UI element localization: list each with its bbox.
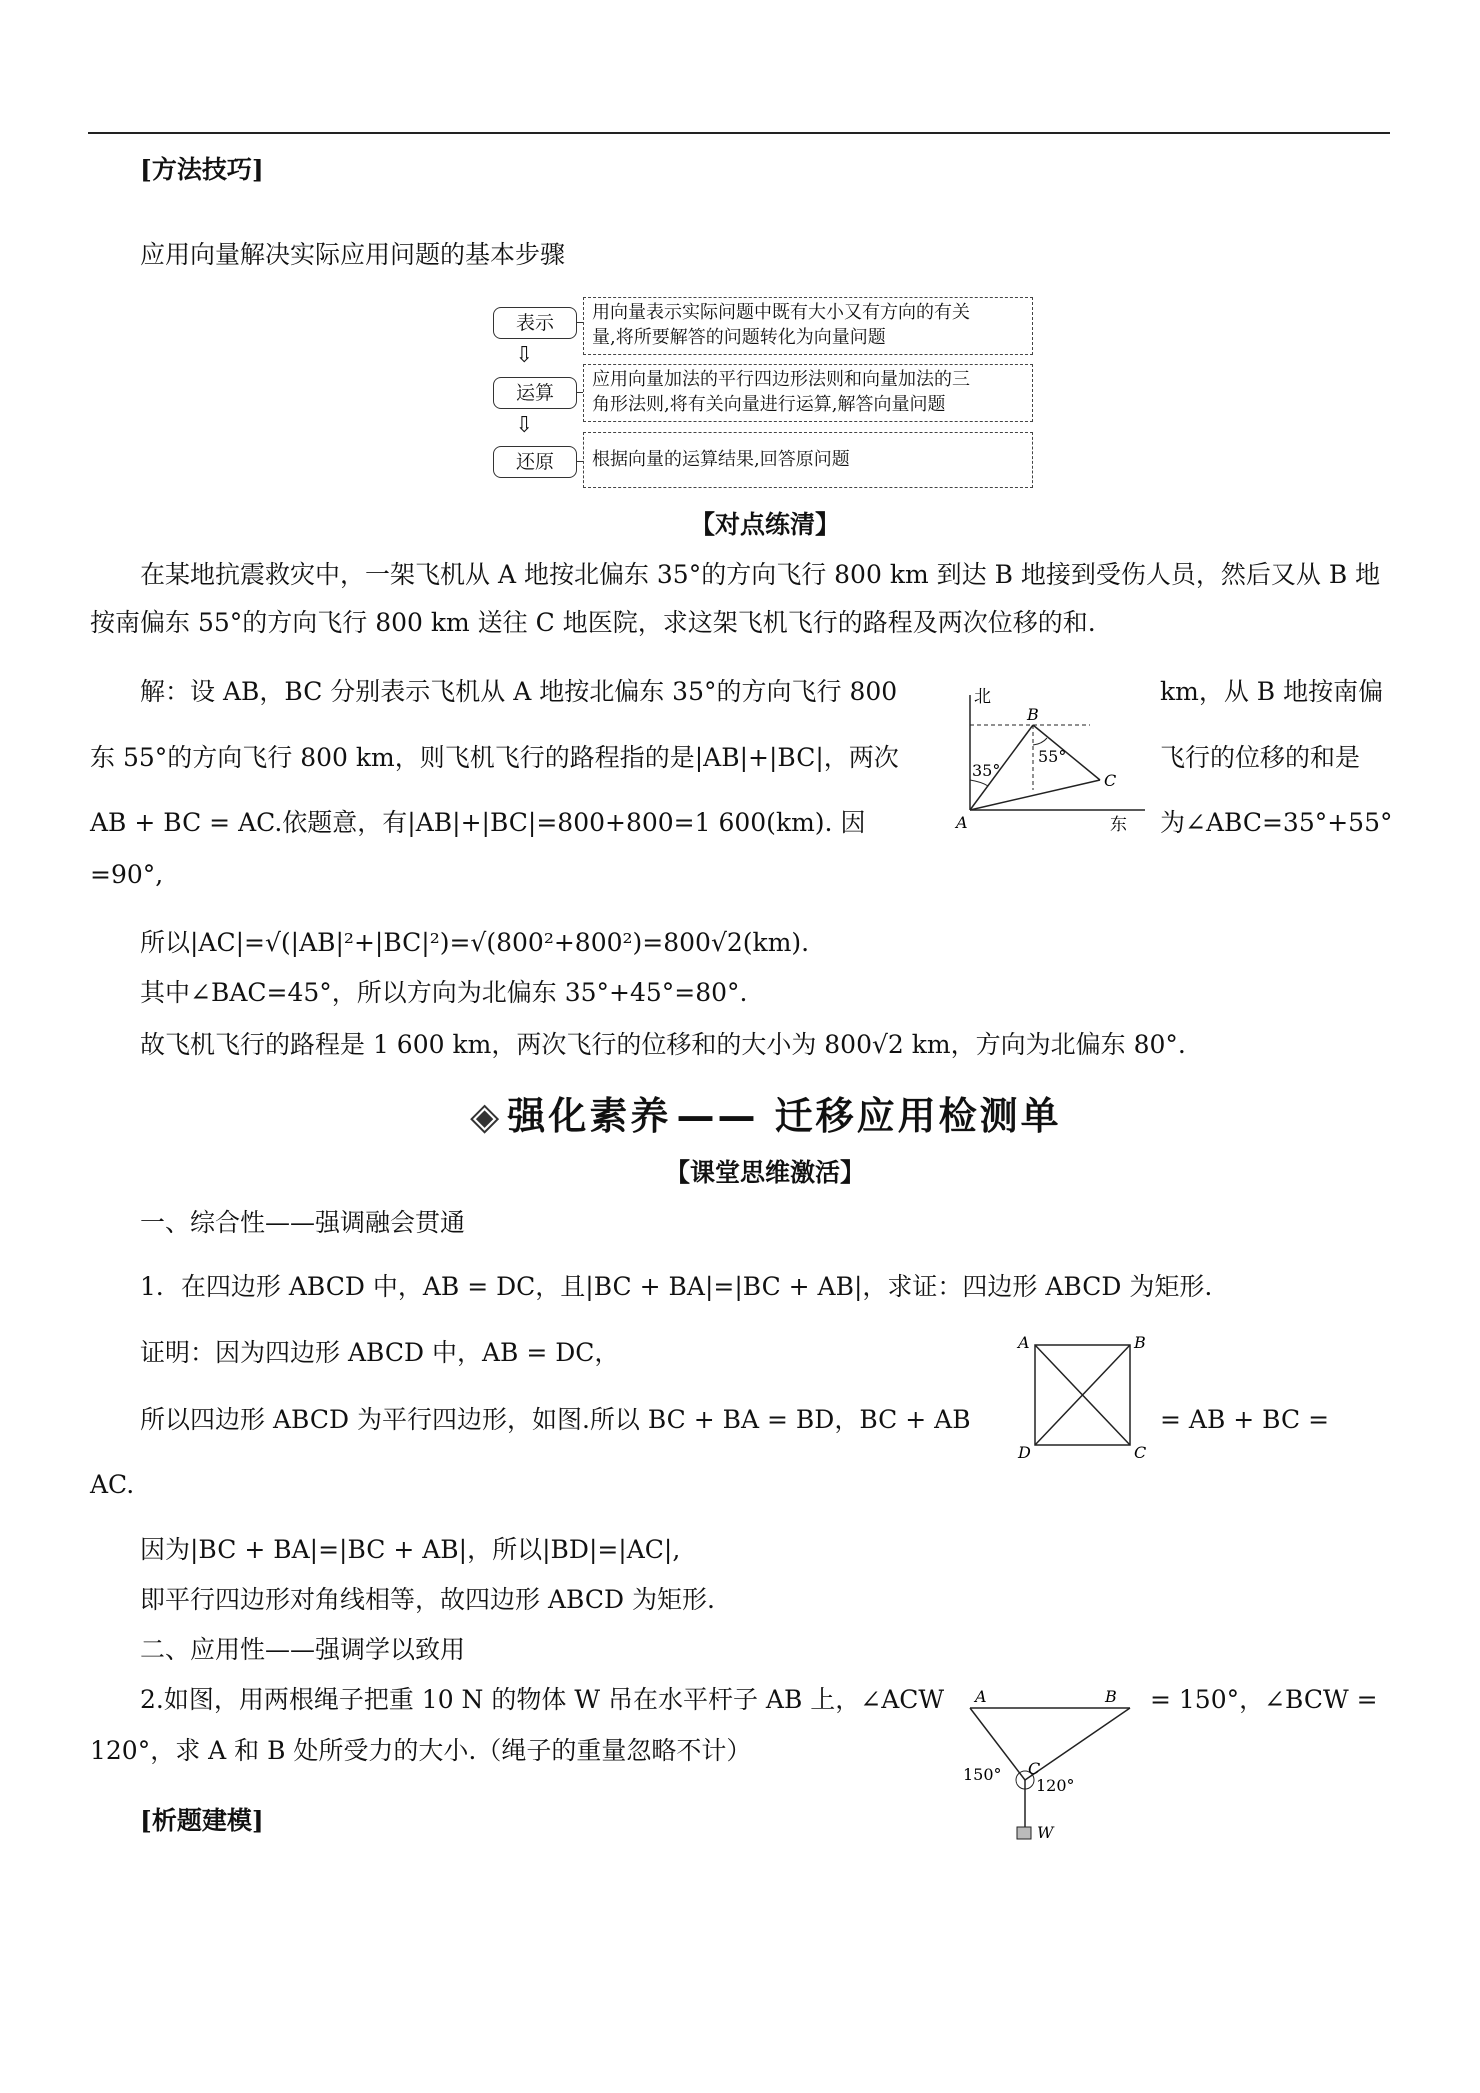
- down-arrow-icon: ⇩: [515, 343, 534, 368]
- step-desc-compute: [583, 364, 1033, 422]
- desc-line: 用向量表示实际问题中既有大小又有方向的有关: [592, 302, 970, 323]
- problem1-proof-line4: 因为|BC + BA|=|BC + AB|，所以|BD|=|AC|,: [140, 1535, 681, 1564]
- top-rule: [88, 132, 1390, 134]
- problem1-proof-line5: 即平行四边形对角线相等，故四边形 ABCD 为矩形.: [140, 1585, 715, 1614]
- problem1-proof-line2: 所以四边形 ABCD 为平行四边形，如图.所以 BC + BA = BD，BC + AB: [140, 1405, 971, 1434]
- solution-line2-tail: 飞行的位移的和是: [1160, 743, 1361, 772]
- part1-heading: 一、综合性——强调融会贯通: [140, 1208, 466, 1237]
- point-a-label: A: [1018, 1333, 1030, 1352]
- solution-line1: 解：设 AB，BC 分别表示飞机从 A 地按北偏东 35°的方向飞行 800: [140, 677, 898, 706]
- desc-line: 量,将所要解答的问题转化为向量问题: [592, 327, 886, 348]
- solution-line3-tail: 为∠ABC=35°+55°: [1160, 808, 1393, 837]
- step-desc-represent: [583, 297, 1033, 355]
- practice-heading: 【对点练清】: [689, 510, 840, 539]
- problem1-proof-line3: AC.: [90, 1470, 135, 1499]
- weight-block: [1017, 1827, 1031, 1839]
- desc-line: 根据向量的运算结果,回答原问题: [592, 449, 850, 470]
- solution-line4: =90°,: [90, 860, 164, 889]
- problem2-line2: 120°，求 A 和 B 处所受力的大小.（绳子的重量忽略不计）: [90, 1736, 752, 1765]
- point-c-label: C: [1028, 1759, 1041, 1778]
- problem2-line1-tail: = 150°，∠BCW =: [1150, 1685, 1378, 1714]
- point-w-label: W: [1037, 1823, 1054, 1840]
- point-b-label: B: [1027, 705, 1039, 724]
- solution-line1-tail: km，从 B 地按南偏: [1160, 677, 1384, 706]
- rope-bc: [1025, 1708, 1130, 1780]
- angle-150-label: 150°: [963, 1765, 1002, 1784]
- rectangle-diagram: [1010, 1330, 1160, 1460]
- problem2-line1: 2.如图，用两根绳子把重 10 N 的物体 W 吊在水平杆子 AB 上，∠ACW: [140, 1685, 945, 1714]
- problem1-question: 1．在四边形 ABCD 中，AB = DC，且|BC + BA|=|BC + AB|，求证：四边形 ABCD 为矩形.: [140, 1272, 1213, 1301]
- point-a-label: A: [975, 1687, 987, 1706]
- east-label: 东: [1110, 815, 1127, 835]
- section-title-bold: 强化素养: [507, 1094, 672, 1138]
- method-heading: [方法技巧]: [140, 155, 264, 184]
- point-c-label: C: [1134, 1443, 1147, 1460]
- step-label-restore: 还原: [493, 446, 577, 478]
- section-banner: [470, 1085, 1062, 1140]
- problem1-proof-line1: 证明：因为四边形 ABCD 中，AB = DC，: [140, 1338, 620, 1367]
- step-label-compute: 运算: [493, 377, 577, 409]
- section-title-light: —— 迁移应用检测单: [676, 1094, 1062, 1138]
- part2-heading: 二、应用性——强调学以致用: [140, 1635, 466, 1664]
- step-label-represent: 表示: [493, 307, 577, 339]
- angle-arc: [970, 780, 988, 786]
- point-c-label: C: [1104, 771, 1117, 790]
- practice-question-line2: 按南偏东 55°的方向飞行 800 km 送往 C 地医院，求这架飞机飞行的路程及两次位移的和.: [90, 608, 1096, 637]
- solution-line6: 其中∠BAC=45°，所以方向为北偏东 35°+45°=80°.: [140, 978, 748, 1007]
- step-desc-restore: [583, 432, 1033, 488]
- solution-line2: 东 55°的方向飞行 800 km，则飞机飞行的路程指的是|AB|+|BC|，两次: [90, 743, 899, 772]
- section-logo-icon: ◈: [470, 1094, 503, 1138]
- section-subheading: 【课堂思维激活】: [664, 1158, 865, 1187]
- angle-35-label: 35°: [972, 761, 1001, 780]
- rope-diagram: [950, 1680, 1150, 1840]
- solution-line3: AB + BC = AC.依题意，有|AB|+|BC|=800+800=1 600(km). 因: [90, 808, 866, 837]
- angle-55-label: 55°: [1038, 747, 1067, 766]
- solution-line7: 故飞机飞行的路程是 1 600 km，两次飞行的位移和的大小为 800√2 km，方向为北偏东 80°.: [140, 1030, 1186, 1059]
- desc-line: 应用向量加法的平行四边形法则和向量加法的三: [592, 369, 970, 390]
- angle-arc: [1033, 738, 1047, 745]
- desc-line: 角形法则,将有关向量进行运算,解答向量问题: [592, 394, 946, 415]
- problem1-proof-line2-tail: = AB + BC =: [1160, 1405, 1330, 1434]
- down-arrow-icon: ⇩: [515, 413, 534, 438]
- flight-diagram: [930, 680, 1150, 850]
- point-b-label: B: [1105, 1687, 1117, 1706]
- angle-120-label: 120°: [1036, 1776, 1075, 1795]
- point-a-label: A: [956, 813, 968, 832]
- problem2-analysis-heading: [析题建模]: [140, 1806, 264, 1835]
- solution-line5: 所以|AC|=√(|AB|²+|BC|²)=√(800²+800²)=800√2(km).: [140, 928, 810, 957]
- point-b-label: B: [1134, 1333, 1146, 1352]
- method-intro: 应用向量解决实际应用问题的基本步骤: [140, 240, 566, 269]
- practice-question-line1: 在某地抗震救灾中，一架飞机从 A 地按北偏东 35°的方向飞行 800 km 到达 B 地接到受伤人员，然后又从 B 地: [140, 560, 1381, 589]
- point-d-label: D: [1018, 1443, 1031, 1460]
- north-label: 北: [974, 687, 991, 707]
